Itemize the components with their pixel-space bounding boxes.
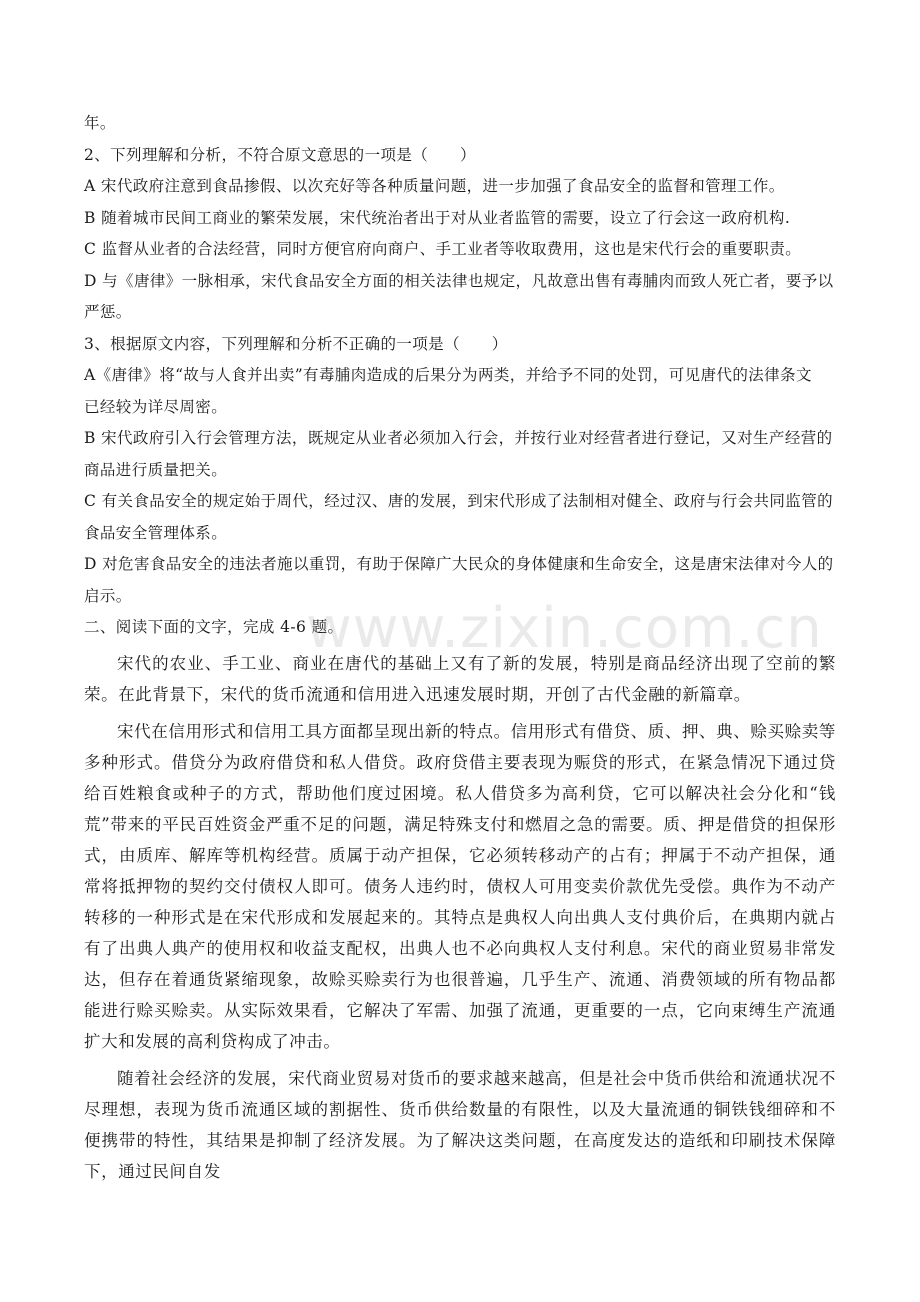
question-3-option-b: B 宋代政府引入行会管理方法，既规定从业者必须加入行会，并按行业对经营者进行登记，又对生产经营的 [84,429,833,447]
question-3-option-d-cont: 启示。 [84,586,132,605]
section-heading: 二、阅读下面的文字，完成 4-6 题。 [84,618,344,636]
question-3-option-c: C 有关食品安全的规定始于周代，经过汉、唐的发展，到宋代形成了法制相对健全、政府与行会共同监管的 [84,492,833,510]
document-body [84,108,836,1193]
watermark: www.zixin.com.cn [306,596,823,661]
question-2-option-d: D 与《唐律》一脉相承，宋代食品安全方面的相关法律也规定，凡故意出售有毒脯肉而致人死亡者，要予以 [84,271,834,290]
question-3-option-a-cont: 已经较为详尽周密。 [84,397,228,416]
question-2-option-d-cont: 严惩。 [84,303,132,321]
passage-paragraph-1: 宋代的农业、手工业、商业在唐代的基础上又有了新的发展，特别是商品经济出现了空前的繁荣。在此背景下，宋代的货币流通和信用进入迅速发展时期，开创了古代金融的新篇章。 [84,653,836,704]
question-2-option-a: A 宋代政府注意到食品掺假、以次充好等各种质量问题，进一步加强了食品安全的监督和管理工作。 [84,177,785,195]
question-2-option-c: C 监督从业者的合法经营，同时方便官府向商户、手工业者等收取费用，这也是宋代行会的重要职责。 [84,240,802,258]
question-3-option-b-cont: 商品进行质量把关。 [84,460,228,479]
passage-paragraph-2: 宋代在信用形式和信用工具方面都呈现出新的特点。信用形式有借贷、质、押、典、赊买赊卖等多种形式。借贷分为政府借贷和私人借贷。政府贷借主要表现为赈贷的形式，在紧急情况下通过贷给百姓粮食或种子的方式，帮助他们度过困境。私人借贷多为高利贷，它可以解决社会分化和“钱荒”带来的平民百姓资金严重不足的问题，满足特殊支付和燃眉之急的需要。质、押是借贷的担保形式，由质库、解库等机构经营。质属于动产担保，它必须转移动产的占有；押属于不动产担保，通常将抵押物的契约交付债权人即可。债务人违约时，债权人可用变卖价款优先受偿。典作为不动产转移的一种形式是在宋代形成和发展起来的。其特点是典权人向出典人支付典价后，在典期内就占有了出典人典产的使用权和收益支配权，出典人也不必向典权人支付利息。宋代的商业贸易非常发达，但存在着通货紧缩现象，故赊买赊卖行为也很普遍，几乎生产、流通、消费领域的所有物品都能进行赊买赊卖。从实际效果看，它解决了军需、加强了流通，更重要的一点，它向束缚生产流通扩大和发展的高利贷构成了冲击。 [84,721,836,1051]
question-3-option-c-cont: 食品安全管理体系。 [84,523,228,542]
question-2-stem: 2、下列理解和分析，不符合原文意思的一项是（ ） [84,145,476,164]
text-line: 年。 [84,114,116,132]
question-3-option-a: A《唐律》将“故与人食并出卖”有毒脯肉造成的后果分为两类，并给予不同的处罚，可见唐代的法律条文 [84,366,812,384]
question-3-option-d: D 对危害食品安全的违法者施以重罚，有助于保障广大民众的身体健康和生命安全，这是唐宋法律对今人的 [84,555,834,573]
question-2-option-b: B 随着城市民间工商业的繁荣发展，宋代统治者出于对从业者监管的需要，设立了行会这一政府机构. [84,208,791,227]
passage-paragraph-3: 随着社会经济的发展，宋代商业贸易对货币的要求越来越高，但是社会中货币供给和流通状况不尽理想，表现为货币流通区域的割据性、货币供给数量的有限性，以及大量流通的铜铁钱细碎和不便携带的特性，其结果是抑制了经济发展。为了解决这类问题，在高度发达的造纸和印刷技术保障下，通过民间自发 [84,1068,836,1181]
question-3-stem: 3、根据原文内容，下列理解和分析不正确的一项是（ ） [84,334,508,353]
